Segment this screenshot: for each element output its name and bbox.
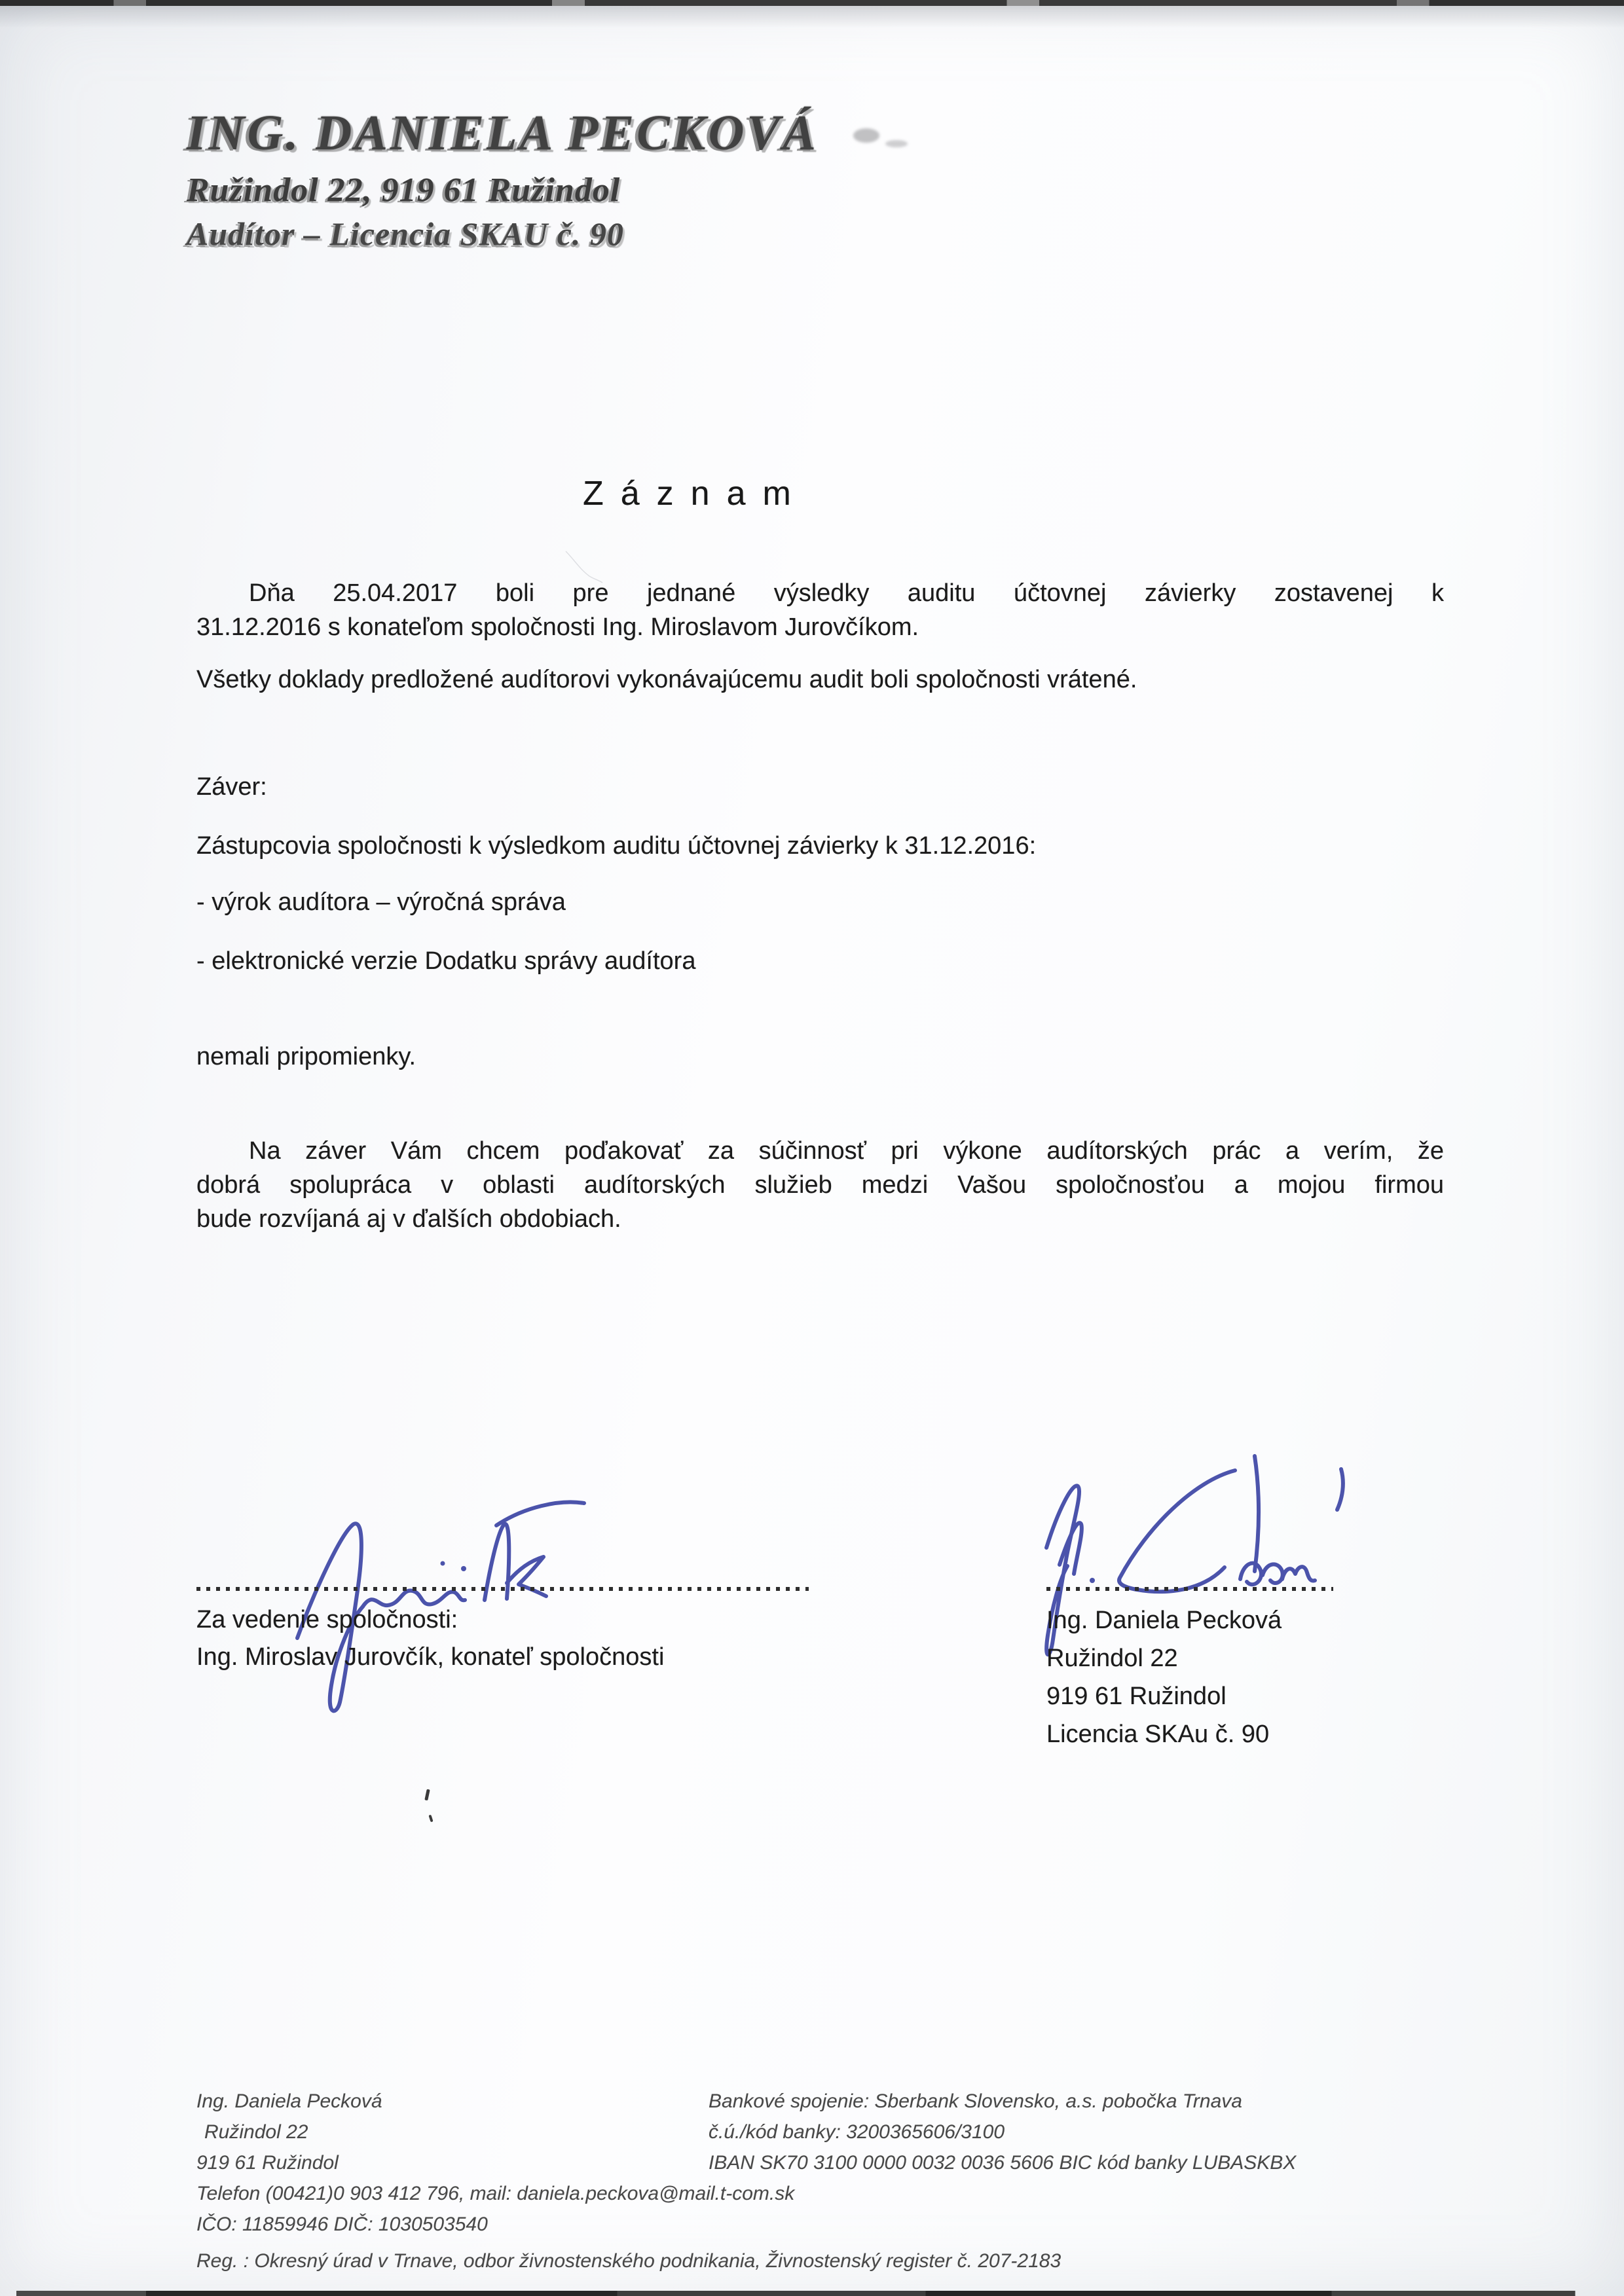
footer: [196, 2086, 1480, 2276]
letterhead-license: Audítor – Licencia SKAU č. 90: [187, 215, 624, 252]
signature-left-role: Za vedenie spoločnosti:: [196, 1606, 458, 1633]
footer-row-2: [196, 2117, 1480, 2147]
document-title: Záznam: [583, 475, 808, 513]
signature-dotted-line-left: [196, 1587, 809, 1591]
signature-block-right: [1046, 1601, 1282, 1753]
scan-speck: [428, 1815, 433, 1823]
footer-ico-dic: IČO: 11859946 DIČ: 1030503540: [196, 2214, 488, 2235]
paragraph-closing-line1: Na záver Vám chcem poďakovať za súčinnosť pri výkone audítorských prác a verím, že: [249, 1137, 1444, 1165]
paragraph-closing-line3: bude rozvíjaná aj v ďalších obdobiach.: [196, 1205, 621, 1233]
footer-iban-bic: IBAN SK70 3100 0000 0032 0036 5606 BIC kód banky LUBASKBX: [709, 2152, 1297, 2174]
signature-right-street: Ružindol 22: [1046, 1645, 1178, 1672]
paragraph-opening-line2: 31.12.2016 s konateľom spoločnosti Ing. Miroslavom Jurovčíkom.: [196, 613, 919, 641]
footer-city: 919 61 Ružindol: [196, 2152, 339, 2174]
footer-bank-connection: Bankové spojenie: Sberbank Slovensko, a.s. pobočka Trnava: [709, 2090, 1242, 2112]
signature-left-name: Ing. Miroslav Jurovčík, konateľ spoločnosti: [196, 1643, 665, 1671]
scan-speck: [424, 1789, 430, 1801]
scan-smudge: [885, 140, 908, 147]
letterhead-name: ING. DANIELA PECKOVÁ: [187, 105, 819, 160]
paragraph-closing-line2: dobrá spolupráca v oblasti audítorských služieb medzi Vašou spoločnosťou a mojou firmou: [196, 1171, 1444, 1199]
signature-right-name: Ing. Daniela Pecková: [1046, 1607, 1282, 1634]
letterhead-address: Ružindol 22, 919 61 Ružindol: [187, 172, 621, 209]
footer-row-6: [196, 2246, 1480, 2276]
footer-street: Ružindol 22: [204, 2121, 308, 2143]
footer-registration: Reg. : Okresný úrad v Trnave, odbor živnostenského podnikania, Živnostenský register č. 207-2183: [196, 2250, 1061, 2272]
footer-row-3: [196, 2147, 1480, 2178]
scan-edge-top-shadow: [0, 6, 1624, 28]
footer-row-1: [196, 2086, 1480, 2117]
conclusion-bullet-1: - výrok audítora – výročná správa: [196, 888, 566, 916]
signature-dotted-line-right: [1046, 1587, 1333, 1591]
signature-right-city: 919 61 Ružindol: [1046, 1683, 1227, 1710]
scan-edge-bottom: [0, 2291, 1624, 2296]
no-comments-line: nemali pripomienky.: [196, 1043, 416, 1070]
paragraph-closing: [196, 1134, 1444, 1236]
conclusion-label: Záver:: [196, 773, 267, 801]
footer-row-5: [196, 2209, 1480, 2240]
paragraph-opening: [196, 576, 1444, 644]
paragraph-opening-line1: Dňa 25.04.2017 boli pre jednané výsledky auditu účtovnej závierky zostavenej k: [249, 579, 1444, 607]
letterhead-stamp: [187, 105, 819, 253]
footer-row-4: [196, 2178, 1480, 2209]
conclusion-intro: Zástupcovia spoločnosti k výsledkom auditu účtovnej závierky k 31.12.2016:: [196, 832, 1037, 860]
signature-right-license: Licencia SKAu č. 90: [1046, 1721, 1270, 1748]
scan-smudge: [853, 128, 879, 143]
conclusion-bullet-2: - elektronické verzie Dodatku správy audítora: [196, 947, 696, 975]
signature-block-left: [196, 1601, 664, 1676]
scan-edge-top: [0, 0, 1624, 6]
paragraph-documents-returned: Všetky doklady predložené audítorovi vykonávajúcemu audit boli spoločnosti vrátené.: [196, 666, 1137, 693]
footer-name: Ing. Daniela Pecková: [196, 2090, 382, 2112]
footer-phone-mail: Telefon (00421)0 903 412 796, mail: daniela.peckova@mail.t-com.sk: [196, 2183, 795, 2204]
footer-account-number: č.ú./kód banky: 3200365606/3100: [709, 2121, 1005, 2143]
